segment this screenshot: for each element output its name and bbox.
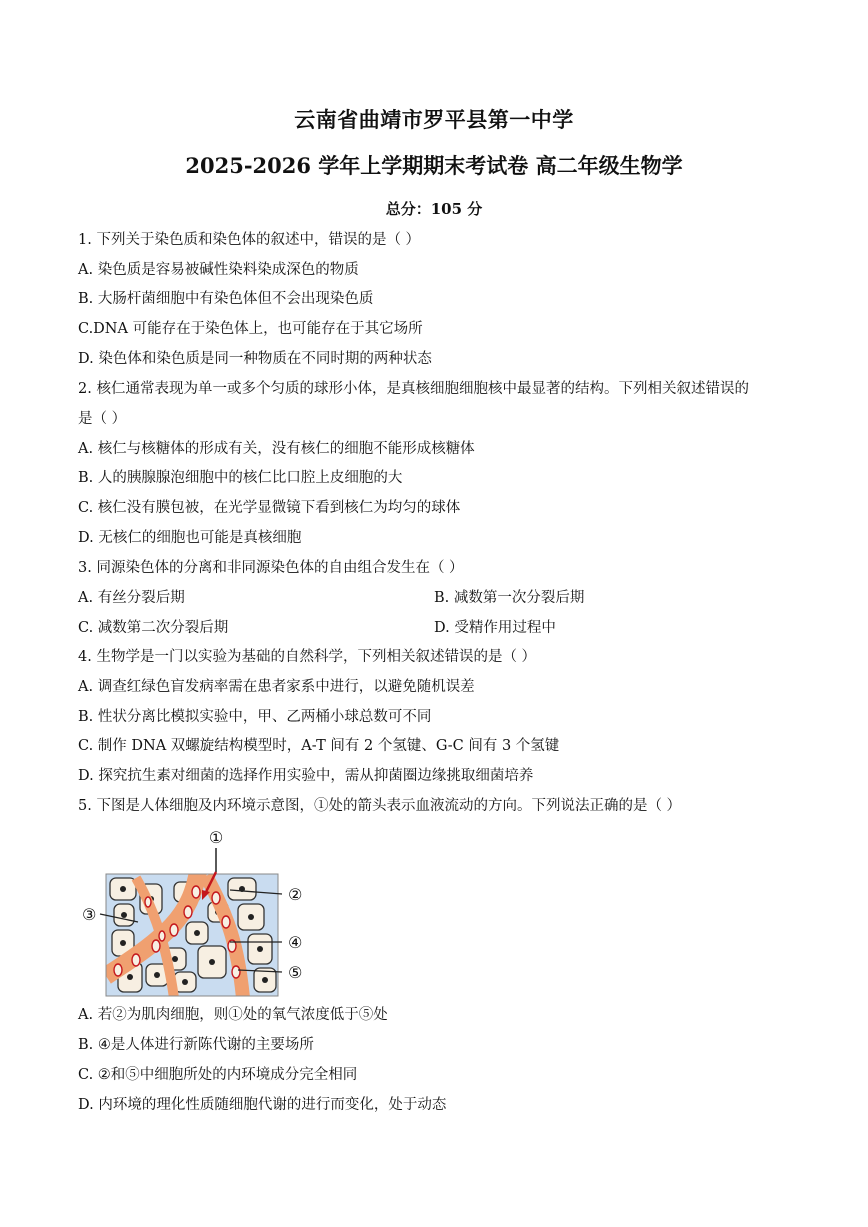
- question-2-option-b: B. 人的胰腺腺泡细胞中的核仁比口腔上皮细胞的大: [78, 470, 403, 486]
- question-5-option-d: D. 内环境的理化性质随细胞代谢的进行而变化，处于动态: [78, 1097, 447, 1113]
- question-5-stem: 5. 下图是人体细胞及内环境示意图，①处的箭头表示血液流动的方向。下列说法正确的是（ ）: [78, 798, 682, 814]
- tissue-diagram: [78, 826, 330, 998]
- question-2-option-d: D. 无核仁的细胞也可能是真核细胞: [78, 530, 302, 546]
- question-3-option-a: A. 有丝分裂后期: [78, 590, 185, 606]
- question-2-option-a: A. 核仁与核糖体的形成有关，没有核仁的细胞不能形成核糖体: [78, 441, 475, 457]
- question-4-option-a: A. 调查红绿色盲发病率需在患者家系中进行，以避免随机误差: [78, 679, 475, 695]
- question-2-option-c: C. 核仁没有膜包被，在光学显微镜下看到核仁为均匀的球体: [78, 500, 461, 516]
- total-score: 总分：105 分: [385, 200, 483, 218]
- label-5: ⑤: [288, 963, 303, 982]
- label-3: ③: [82, 905, 97, 924]
- question-2-stem-line1: 2. 核仁通常表现为单一或多个匀质的球形小体，是真核细胞细胞核中最显著的结构。下列相关叙述错误的: [78, 381, 749, 397]
- label-4: ④: [288, 933, 303, 952]
- question-4-option-b: B. 性状分离比模拟实验中，甲、乙两桶小球总数可不同: [78, 709, 432, 725]
- question-1-option-b: B. 大肠杆菌细胞中有染色体但不会出现染色质: [78, 291, 374, 307]
- question-5-option-a: A. 若②为肌肉细胞，则①处的氧气浓度低于⑤处: [78, 1007, 388, 1023]
- question-1-option-a: A. 染色质是容易被碱性染料染成深色的物质: [78, 262, 359, 278]
- label-2: ②: [288, 885, 303, 904]
- question-5-option-b: B. ④是人体进行新陈代谢的主要场所: [78, 1037, 314, 1053]
- question-2-stem-line2: 是（ ）: [78, 411, 127, 427]
- question-3-stem: 3. 同源染色体的分离和非同源染色体的自由组合发生在（ ）: [78, 560, 464, 576]
- question-4-option-c: C. 制作 DNA 双螺旋结构模型时，A-T 间有 2 个氢键、G-C 间有 3 个氢键: [78, 738, 560, 754]
- question-3-option-b: B. 减数第一次分裂后期: [434, 590, 585, 606]
- label-1: ①: [208, 828, 224, 847]
- question-1-stem: 1. 下列关于染色质和染色体的叙述中，错误的是（ ）: [78, 232, 421, 248]
- question-3-option-d: D. 受精作用过程中: [434, 620, 556, 636]
- school-title: 云南省曲靖市罗平县第一中学: [294, 107, 574, 132]
- question-5-option-c: C. ②和⑤中细胞所处的内环境成分完全相同: [78, 1067, 358, 1083]
- question-3-option-c: C. 减数第二次分裂后期: [78, 620, 229, 636]
- question-1-option-c: C.DNA 可能存在于染色体上，也可能存在于其它场所: [78, 321, 423, 337]
- question-4-option-d: D. 探究抗生素对细菌的选择作用实验中，需从抑菌圈边缘挑取细菌培养: [78, 768, 534, 784]
- exam-title: 2025-2026 学年上学期期末考试卷 高二年级生物学: [185, 153, 683, 178]
- question-4-stem: 4. 生物学是一门以实验为基础的自然科学，下列相关叙述错误的是（ ）: [78, 649, 537, 665]
- question-1-option-d: D. 染色体和染色质是同一种物质在不同时期的两种状态: [78, 351, 432, 367]
